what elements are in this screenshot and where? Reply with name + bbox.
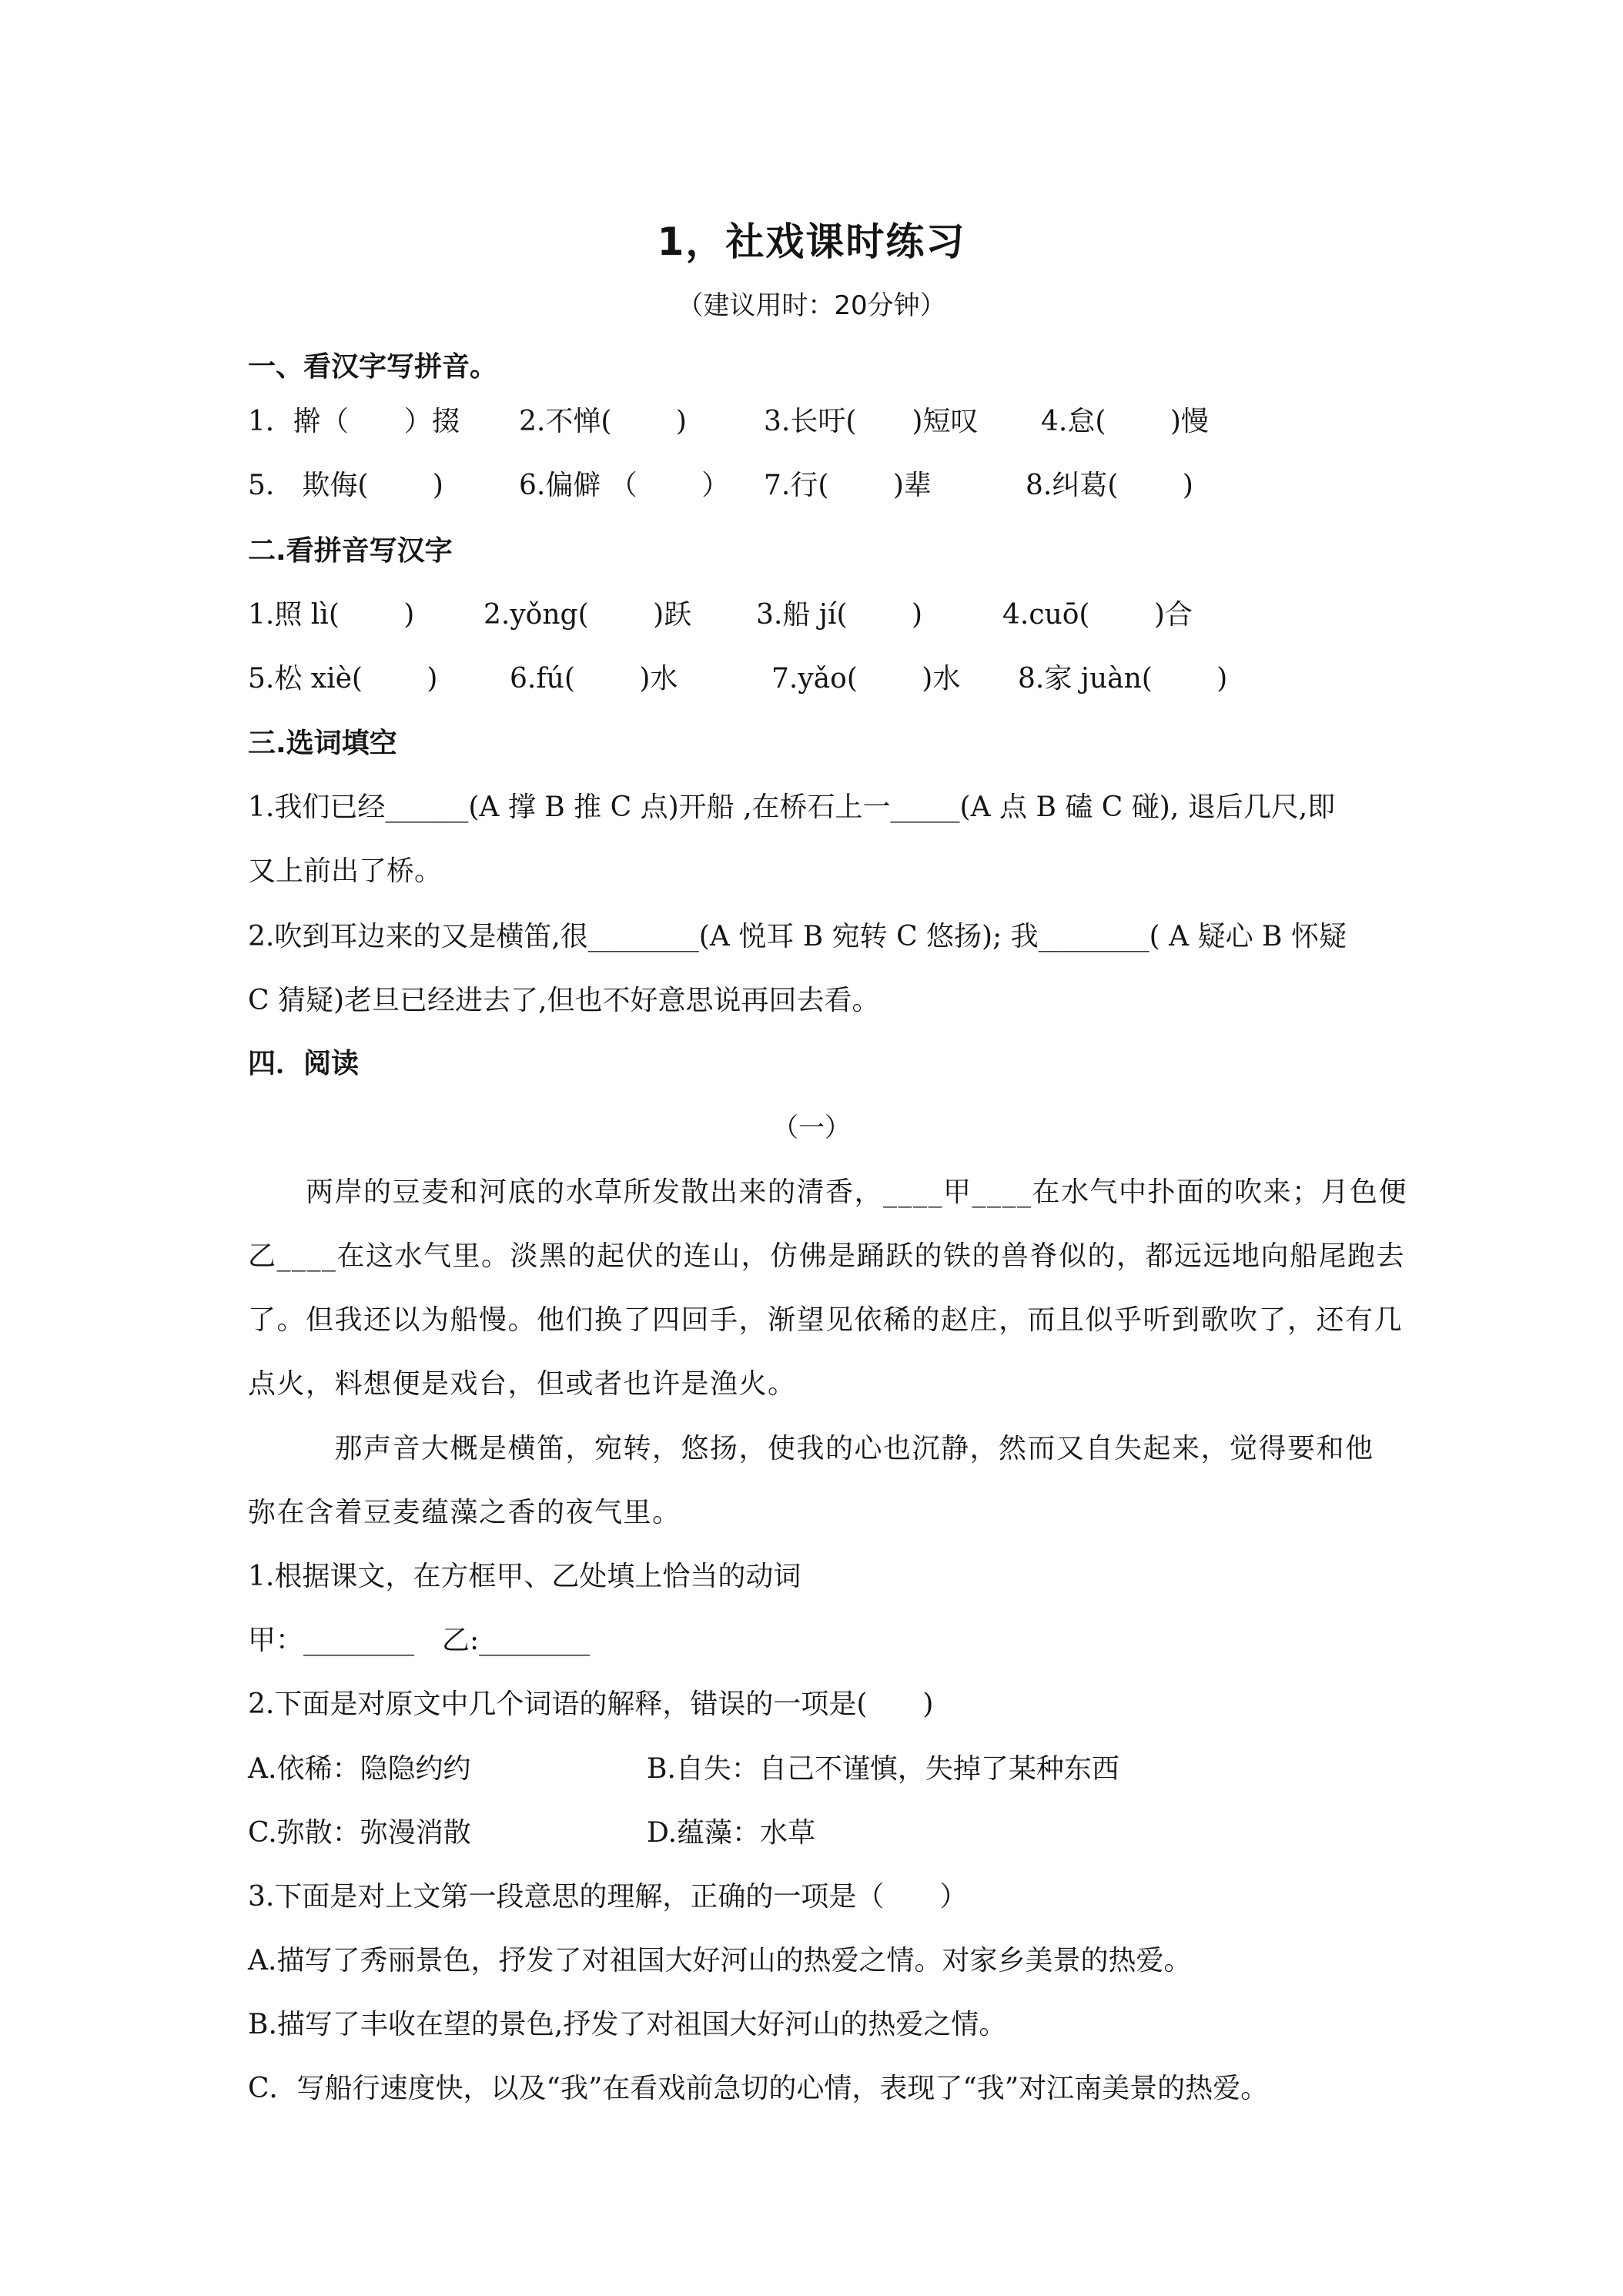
s2-item-3: 3.船 jí( ) — [756, 599, 923, 631]
s1-item-2: 2.不惮( ) — [519, 406, 687, 437]
s2-item-1: 1.照 lì( ) — [248, 599, 415, 631]
s2-item-7: 7.yǎo( )水 — [771, 663, 961, 694]
s1-item-8: 8.纠葛( ) — [1026, 470, 1193, 501]
reading-para1-line4: 点火，料想便是戏台，但或者也许是渔火。 — [248, 1368, 797, 1400]
reading-para2-line1: 那声音大概是横笛，宛转，悠扬，使我的心也沉静，然而又自失起来，觉得要和他 — [248, 1433, 1374, 1464]
reading-para1-line2: 乙____在这水气里。淡黑的起伏的连山，仿佛是踊跃的铁的兽脊似的，都远远地向船尾跑去 — [248, 1240, 1406, 1272]
reading-part-label: （一） — [772, 1113, 851, 1143]
reading-q3-option-b: B.描写了丰收在望的景色,抒发了对祖国大好河山的热爱之情。 — [248, 2009, 1007, 2040]
reading-para1-line1: 两岸的豆麦和河底的水草所发散出来的清香，____甲____在水气中扑面的吹来；月色便 — [248, 1176, 1408, 1208]
section4-heading: 四．阅读 — [248, 1048, 360, 1079]
s1-item-6: 6.偏僻 （ ） — [519, 470, 730, 501]
section2-heading: 二.看拼音写汉字 — [248, 535, 453, 567]
s1-item-5: 5. 欺侮( ) — [248, 470, 443, 501]
q2-option-b: B.自失：自己不谨慎，失掉了某种东西 — [647, 1753, 1119, 1785]
s3-q1-line1: 1.我们已经______(A 撑 B 推 C 点)开船 ,在桥石上一_____(A 点 B 磕 C 碰), 退后几尺,即 — [248, 792, 1336, 823]
page-subtitle: （建议用时：20分钟） — [677, 290, 946, 321]
reading-q2: 2.下面是对原文中几个词语的解释，错误的一项是( ) — [248, 1689, 934, 1720]
reading-q3-option-a: A.描写了秀丽景色，抒发了对祖国大好河山的热爱之情。对家乡美景的热爱。 — [248, 1945, 1192, 1976]
s1-item-4: 4.怠( )慢 — [1041, 406, 1209, 437]
s2-item-5: 5.松 xiè( ) — [248, 663, 438, 694]
s2-item-2: 2.yǒng( )跃 — [484, 599, 692, 631]
s1-item-3: 3.长吁( )短叹 — [764, 406, 979, 437]
s3-q2-line2: C 猜疑)老旦已经进去了,但也不好意思说再回去看。 — [248, 985, 880, 1016]
s3-q2-line1: 2.吹到耳边来的又是横笛,很________(A 悦耳 B 宛转 C 悠扬); 我________( A 疑心 B 怀疑 — [248, 921, 1347, 952]
s1-item-1: 1．擀（ ）掇 — [248, 406, 460, 437]
reading-para1-line3: 了。但我还以为船慢。他们换了四回手，渐望见依稀的赵庄，而且似乎听到歌吹了，还有几 — [248, 1304, 1404, 1336]
s2-item-8: 8.家 juàn( ) — [1018, 663, 1228, 694]
s2-item-6: 6.fú( )水 — [510, 663, 678, 694]
reading-q1: 1.根据课文，在方框甲、乙处填上恰当的动词 — [248, 1561, 801, 1592]
q2-option-d: D.蕴藻：水草 — [647, 1817, 816, 1849]
q2-option-a: A.依稀：隐隐约约 — [248, 1753, 471, 1785]
reading-q1-blanks: 甲：________ 乙:________ — [248, 1625, 591, 1656]
reading-para2-line2: 弥在含着豆麦蕴藻之香的夜气里。 — [248, 1497, 681, 1528]
s2-item-4: 4.cuō( )合 — [1002, 599, 1193, 631]
section1-heading: 一、看汉字写拼音。 — [248, 351, 498, 383]
s1-item-7: 7.行( )辈 — [764, 470, 932, 501]
q2-option-c: C.弥散：弥漫消散 — [248, 1817, 471, 1849]
reading-q3-option-c: C．写船行速度快，以及“我”在看戏前急切的心情，表现了“我”对江南美景的热爱。 — [248, 2073, 1269, 2104]
reading-q3: 3.下面是对上文第一段意思的理解，正确的一项是（ ） — [248, 1881, 968, 1913]
page-title: 1，社戏课时练习 — [657, 219, 966, 264]
section3-heading: 三.选词填空 — [248, 728, 397, 759]
s3-q1-line2: 又上前出了桥。 — [248, 855, 443, 887]
